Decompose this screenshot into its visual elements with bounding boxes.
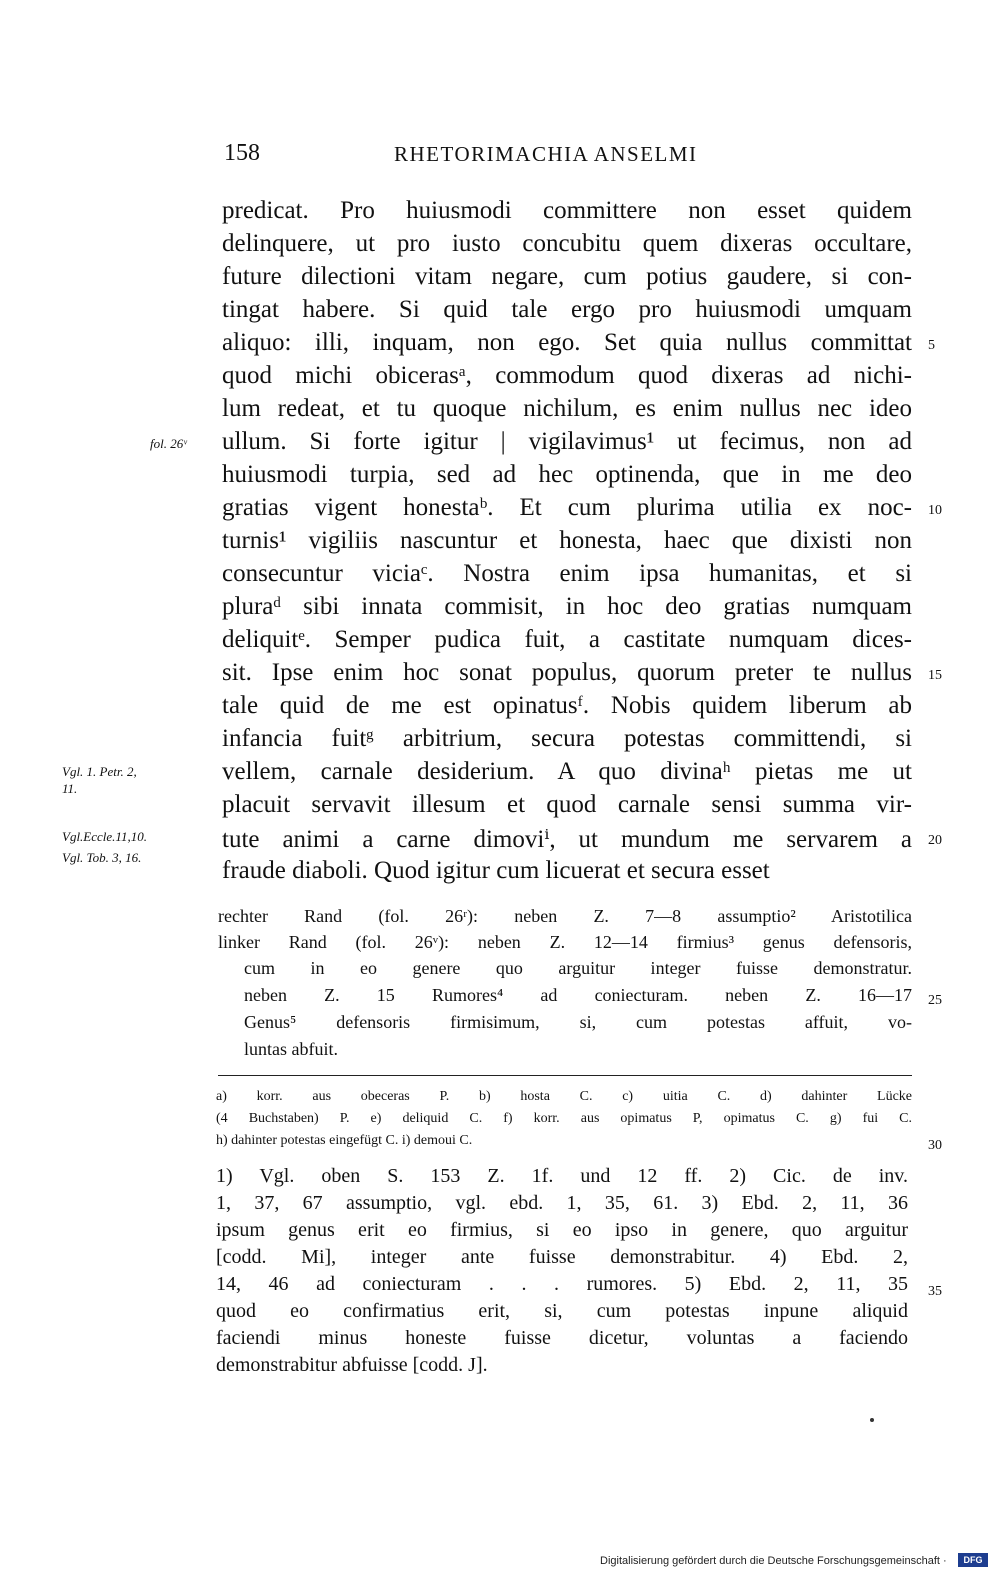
text-line: turnis¹ vigiliis nascuntur et honesta, haec que dixisti non [222, 527, 912, 554]
text-line: deliquitᵉ. Semper pudica fuit, a castitate numquam dices- [222, 626, 912, 653]
text-line: gratias vigent honestaᵇ. Et cum plurima utilia ex noc- [222, 494, 912, 521]
text-line: tute animi a carne dimoviⁱ, ut mundum me servarem a [222, 826, 912, 853]
text-line: quod michi obicerasᵃ, commodum quod dixeras ad nichi- [222, 362, 912, 389]
gloss-line: neben Z. 15 Rumores⁴ ad coniecturam. neben Z. 16—17 [244, 985, 912, 1005]
text-line: infancia fuitᵍ arbitrium, secura potestas committendi, si [222, 725, 912, 752]
text-line: predicat. Pro huiusmodi committere non esset quidem [222, 197, 912, 224]
apparatus-line: (4 Buchstaben) P. e) deliquid C. f) korr. aus opimatus P, opimatus C. g) fui C. [216, 1111, 912, 1126]
line-number: 25 [928, 993, 942, 1008]
margin-reference: Vgl.Eccle.11,10. [62, 829, 147, 844]
digitization-credit: Digitalisierung gefördert durch die Deutsche Forschungsgemeinschaft · [600, 1555, 947, 1567]
footnote-line: 1, 37, 67 assumptio, vgl. ebd. 1, 35, 61. 3) Ebd. 2, 11, 36 [216, 1192, 908, 1214]
line-number: 5 [928, 338, 935, 353]
footnote-line: quod eo confirmatius erit, si, cum potestas inpune aliquid [216, 1300, 908, 1322]
margin-reference: 11. [62, 781, 78, 796]
gloss-line: linker Rand (fol. 26ᵛ): neben Z. 12—14 firmius³ genus defensoris, [218, 932, 912, 952]
line-number: 35 [928, 1284, 942, 1299]
footnote-line: faciendi minus honeste fuisse dicetur, voluntas a faciendo [216, 1327, 908, 1349]
line-number: 15 [928, 668, 942, 683]
ink-speck [870, 1418, 874, 1422]
text-line: tingat habere. Si quid tale ergo pro huiusmodi umquam [222, 296, 912, 323]
text-line: aliquo: illi, inquam, non ego. Set quia nullus committat [222, 329, 912, 356]
text-line: consecuntur viciaᶜ. Nostra enim ipsa humanitas, et si [222, 560, 912, 587]
running-title: RHETORIMACHIA ANSELMI [394, 142, 698, 166]
text-line: ullum. Si forte igitur | vigilavimus¹ ut fecimus, non ad [222, 428, 912, 455]
dfg-logo: DFG [958, 1553, 988, 1567]
text-line: tale quid de me est opinatusᶠ. Nobis quidem liberum ab [222, 692, 912, 719]
margin-reference: Vgl. Tob. 3, 16. [62, 850, 142, 865]
line-number: 20 [928, 833, 942, 848]
footnote-line: 1) Vgl. oben S. 153 Z. 1f. und 12 ff. 2) Cic. de inv. [216, 1165, 908, 1187]
text-line: vellem, carnale desiderium. A quo divinaʰ pietas me ut [222, 758, 912, 785]
text-line: lum redeat, et tu quoque nichilum, es enim nullus nec ideo [222, 395, 912, 422]
footnote-line: ipsum genus erit eo firmius, si eo ipso in genere, quo arguitur [216, 1219, 908, 1241]
text-line: placuit servavit illesum et quod carnale sensi summa vir- [222, 791, 912, 818]
page-header [224, 140, 914, 170]
text-line: fraude diaboli. Quod igitur cum licuerat et secura esset [222, 857, 770, 884]
folio-marker: fol. 26ᵛ [150, 436, 187, 451]
text-line: delinquere, ut pro iusto concubitu quem dixeras occultare, [222, 230, 912, 257]
footnote-line: 14, 46 ad coniecturam . . . rumores. 5) Ebd. 2, 11, 35 [216, 1273, 908, 1295]
gloss-line: luntas abfuit. [244, 1039, 338, 1059]
text-line: huiusmodi turpia, sed ad hec optinenda, que in me deo [222, 461, 912, 488]
text-line: future dilectioni vitam negare, cum potius gaudere, si con- [222, 263, 912, 290]
divider-rule [218, 1075, 912, 1076]
footnote-line: demonstrabitur abfuisse [codd. J]. [216, 1354, 488, 1376]
line-number: 10 [928, 503, 942, 518]
text-line: pluraᵈ sibi innata commisit, in hoc deo gratias numquam [222, 593, 912, 620]
page-number: 158 [224, 140, 260, 166]
text-line: sit. Ipse enim hoc sonat populus, quorum preter te nullus [222, 659, 912, 686]
margin-reference: Vgl. 1. Petr. 2, [62, 764, 137, 779]
gloss-line: rechter Rand (fol. 26ʳ): neben Z. 7—8 assumptio² Aristotilica [218, 906, 912, 926]
apparatus-line: h) dahinter potestas eingefügt C. i) demoui C. [216, 1133, 473, 1148]
gloss-line: cum in eo genere quo arguitur integer fuisse demonstratur. [244, 958, 912, 978]
footnote-line: [codd. Mi], integer ante fuisse demonstrabitur. 4) Ebd. 2, [216, 1246, 908, 1268]
gloss-line: Genus⁵ defensoris firmisimum, si, cum potestas affuit, vo- [244, 1012, 912, 1032]
apparatus-line: a) korr. aus obeceras P. b) hosta C. c) uitia C. d) dahinter Lücke [216, 1089, 912, 1104]
line-number: 30 [928, 1138, 942, 1153]
